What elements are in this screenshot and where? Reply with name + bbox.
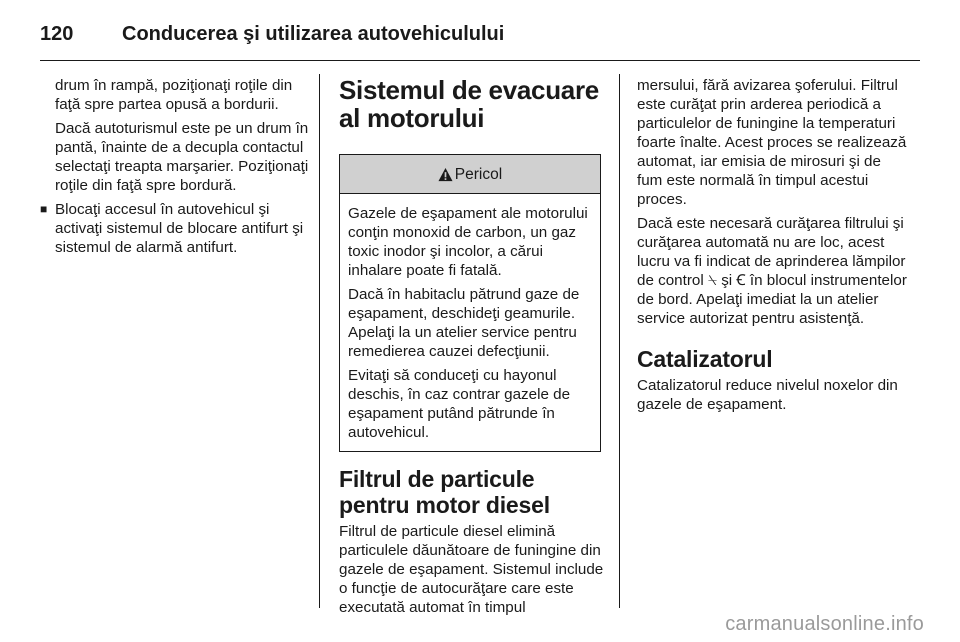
bullet-icon: ■ bbox=[40, 202, 48, 216]
paragraph bbox=[637, 214, 907, 328]
danger-header bbox=[340, 155, 600, 194]
paragraph: Dacă în habitaclu pătrund gaze de eşapament, deschideţi geamurile. Apelaţi la un atelier service pentru remedierea cauzei defecţiunii. bbox=[348, 286, 580, 360]
paragraph: drum în rampă, poziţionaţi roţile din faţă spre partea opusă a bordurii. bbox=[55, 77, 293, 113]
subsection-heading: Catalizatorul bbox=[637, 346, 773, 372]
paragraph: Filtrul de particule diesel elimină particulele dăunătoare de funingine din gazele de eşapament. Sistemul include o funcţie de autocurăţare care este executată automat în timpul bbox=[339, 523, 604, 616]
danger-label: Pericol bbox=[454, 165, 503, 183]
section-heading: Sistemul de evacuare al motorului bbox=[339, 75, 599, 133]
header-divider bbox=[40, 60, 920, 61]
list-item bbox=[40, 200, 309, 257]
watermark: carmanualsonline.info bbox=[725, 613, 924, 635]
paragraph-text: în blocul instrumentelor de bord. Apelaţi imediat la un atelier service autorizat pentru asistenţă. bbox=[637, 272, 907, 327]
page-header bbox=[40, 14, 504, 54]
paragraph: mersului, fără avizarea şoferului. Filtrul este curăţat prin arderea periodică a particulelor de funingine la temperaturi foarte înalte. Acest proces se realizează automat, iar emisia de mirosuri şi de fum este normală în timpul acestui proces. bbox=[637, 77, 907, 208]
diesel-filter-icon: ⍀ bbox=[707, 272, 717, 289]
danger-box bbox=[339, 154, 601, 452]
paragraph-text: Dacă este necesară curăţarea filtrului şi curăţarea automată nu are loc, acest lucru va fi indicat de aprinderea lămpilor de control bbox=[637, 215, 906, 289]
column-3 bbox=[637, 76, 907, 419]
danger-body bbox=[340, 194, 600, 451]
paragraph: Dacă autoturismul este pe un drum în pantă, înainte de a decupla contactul selectaţi treapta marşarier. Poziţionaţi roţile din faţă spre bordură. bbox=[55, 120, 309, 194]
conjunction-text: şi bbox=[721, 272, 733, 289]
list-item-text: Blocaţi accesul în autovehicul şi activaţi sistemul de blocare antifurt şi sistemul de alarmă antifurt. bbox=[55, 201, 304, 256]
chapter-title: Conducerea şi utilizarea autovehiculului bbox=[122, 22, 505, 45]
warning-triangle-icon bbox=[438, 167, 453, 182]
paragraph: Gazele de eşapament ale motorului conţin monoxid de carbon, un gaz toxic inodor şi incolor, a cărui inhalare poate fi fatală. bbox=[348, 205, 588, 279]
column-divider-2 bbox=[619, 74, 620, 608]
subsection-heading: Filtrul de particule pentru motor diesel bbox=[339, 466, 550, 518]
page-number: 120 bbox=[40, 22, 74, 45]
column-1 bbox=[40, 76, 309, 262]
glow-plug-icon: Ꞓ bbox=[736, 272, 746, 289]
paragraph: Evitaţi să conduceţi cu hayonul deschis, în caz contrar gazele de eşapament putând pătrunde în autovehicul. bbox=[348, 367, 571, 441]
column-divider-1 bbox=[319, 74, 320, 608]
column-2 bbox=[339, 76, 607, 622]
paragraph: Catalizatorul reduce nivelul noxelor din gazele de eşapament. bbox=[637, 377, 898, 413]
